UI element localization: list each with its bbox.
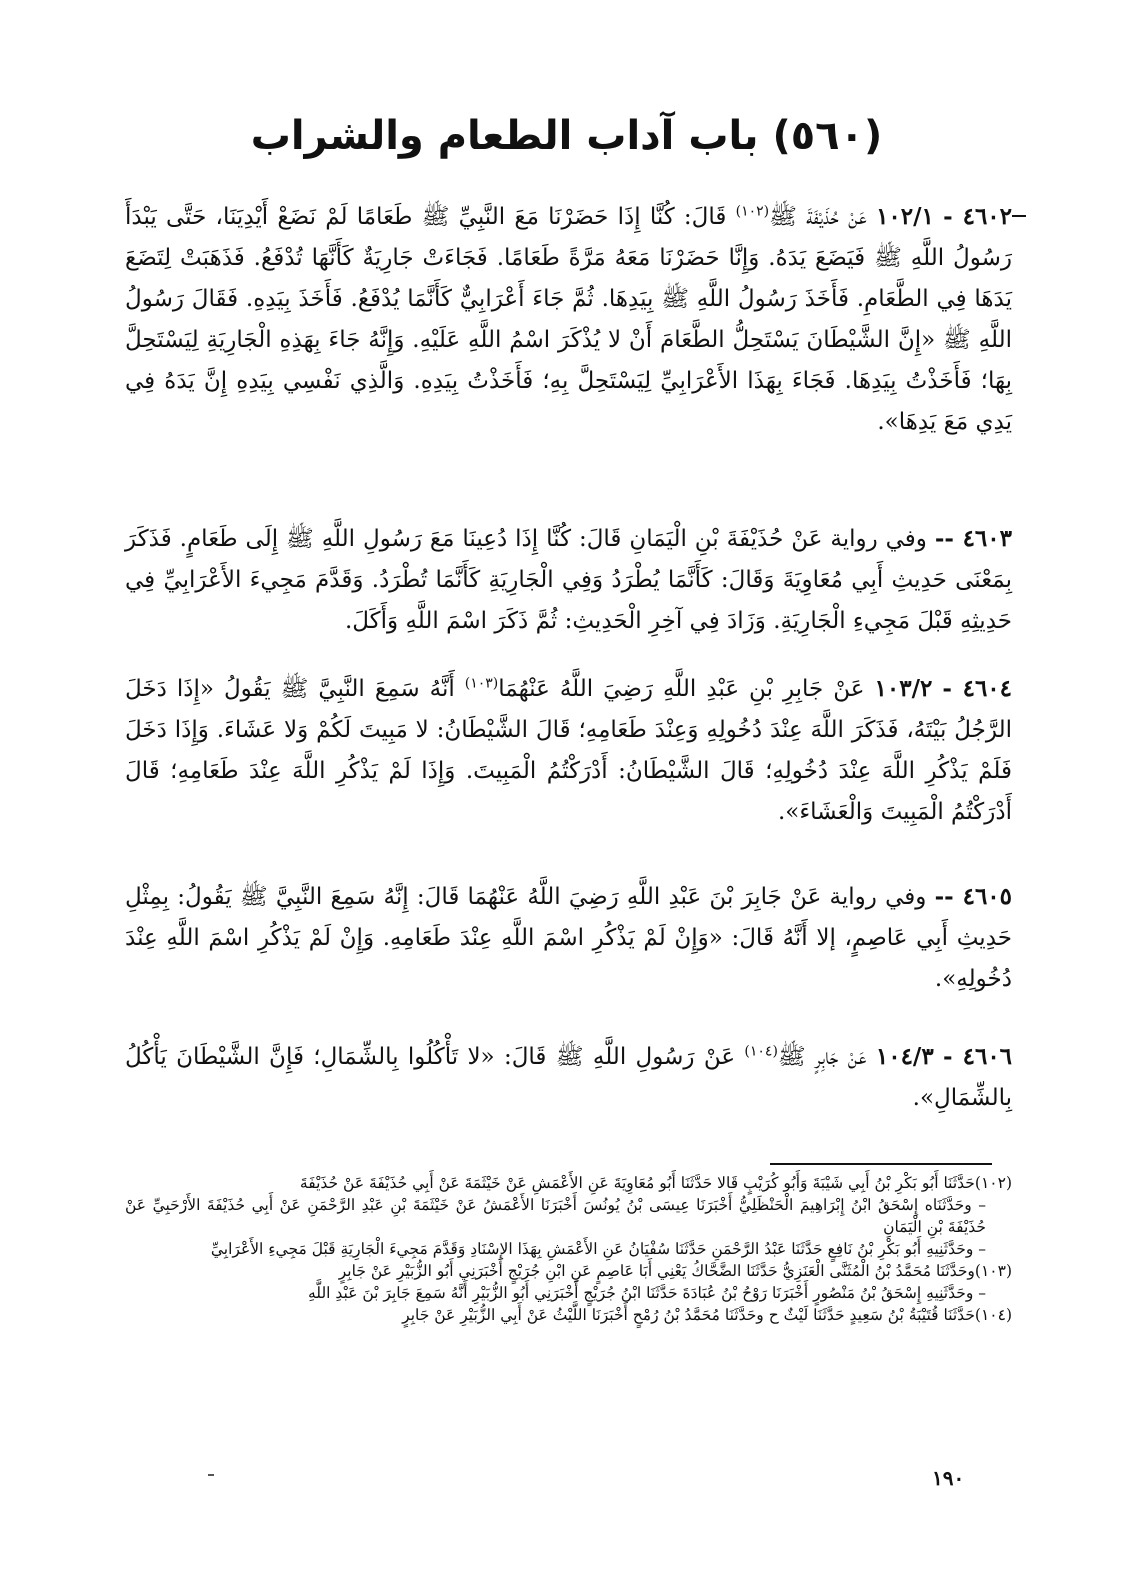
hadith-4604: [125, 668, 1012, 833]
hadith-text-cont: أَنَّهُ سَمِعَ النَّبِيَّ ﷺ يَقُولُ «إِذَا دَخَلَ الرَّجُلُ بَيْتَهُ، فَذَكَرَ اللَّهَ عِنْدَ دُخُولِهِ وَعِنْدَ طَعَامِهِ؛ قَالَ الشَّيْطَانُ: لا مَبِيتَ لَكُمْ وَلا عَشَاءَ. وَإِذَا دَخَلَ فَلَمْ يَذْكُرِ اللَّهَ عِنْدَ دُخُولِهِ؛ قَالَ الشَّيْطَانُ: أَدْرَكْتُمُ الْمَبِيتَ. وَإِذَا لَمْ يَذْكُرِ اللَّهَ عِنْدَ طَعَامِهِ؛ قَالَ أَدْرَكْتُمُ الْمَبِيتَ وَالْعَشَاءَ».: [125, 676, 1012, 825]
hadith-4606: [125, 1036, 1012, 1119]
hadith-number: ٤٦٠٣ --: [934, 525, 1012, 552]
footnote-marker: (١٠٣): [464, 675, 499, 692]
footnote-102-variant: – وحَدَّثَنَاه إِسْحَقُ ابْنُ إِبْرَاهِيمَ الْحَنْظَلِيُّ أَخْبَرَنَا عِيسَى بْنُ يُونُسَ أَخْبَرَنَا الأَعْمَشُ عَنْ خَيْثَمَةَ بْنِ عَبْدِ الرَّحْمَنِ عَنْ أَبِي حُذَيْفَةَ الأَرْحَبِيِّ عَنْ حُذَيْفَةَ بْنِ الْيَمَانِ: [125, 1196, 986, 1236]
hadith-text: عَنْ جَابِرِ بْنِ عَبْدِ اللَّهِ رَضِيَ اللَّهُ عَنْهُمَا: [498, 676, 865, 702]
hadith-ref: ١٠٤/٣: [875, 1043, 934, 1070]
hadith-text: وفي رواية عَنْ حُذَيْفَةَ بْنِ الْيَمَانِ قَالَ: كُنَّا إِذَا دُعِينَا مَعَ رَسُولِ اللَّهِ ﷺ إِلَى طَعَامٍ. فَذَكَرَ بِمَعْنَى حَدِيثِ أَبِي مُعَاوِيَةَ وَقَالَ: كَأَنَّمَا يُطْرَدُ وَفِي الْجَارِيَةِ كَأَنَّمَا تُطْرَدُ. وَقَدَّمَ مَجِيءَ الأَعْرَابِيِّ فِي حَدِيثِهِ قَبْلَ مَجِيءِ الْجَارِيَةِ. وَزَادَ فِي آخِرِ الْحَدِيثِ: ثُمَّ ذَكَرَ اسْمَ اللَّهِ وَأَكَلَ.: [125, 526, 1012, 634]
hadith-text: عَنْ جَابِرٍ ﷺ: [777, 1044, 867, 1070]
hadith-number: ٤٦٠٥ --: [934, 883, 1013, 910]
chapter-title: (٥٦٠) باب آداب الطعام والشراب: [250, 113, 883, 159]
hadith-text-cont: عَنْ رَسُولِ اللَّهِ ﷺ قَالَ: «لا تَأْكُلُوا بِالشِّمَالِ؛ فَإِنَّ الشَّيْطَانَ يَأْكُلُ بِالشِّمَالِ».: [125, 1044, 1012, 1111]
page-number: ١٩٠: [932, 1466, 965, 1490]
footnote-102: (١٠٢)حَدَّثَنَا أَبُو بَكْرِ بْنُ أَبِي شَيْبَةَ وَأَبُو كُرَيْبٍ قَالا حَدَّثَنَا أَبُو مُعَاوِيَةَ عَنِ الأَعْمَشِ عَنْ خَيْثَمَةَ عَنْ أَبِي حُذَيْفَةَ عَنْ حُذَيْفَةَ: [299, 1174, 1012, 1192]
hadith-ref: ١٠٢/١: [876, 203, 934, 230]
hadith-4602: [125, 196, 1012, 443]
hadith-text: وفي رواية عَنْ جَابِرَ بْنَ عَبْدِ اللَّهِ رَضِيَ اللَّهُ عَنْهُمَا قَالَ: إِنَّهُ سَمِعَ النَّبِيَّ ﷺ يَقُولُ: بِمِثْلِ حَدِيثِ أَبِي عَاصِمٍ، إلا أَنَّهُ قَالَ: «وَإِنْ لَمْ يَذْكُرِ اسْمَ اللَّهِ عِنْدَ طَعَامِهِ. وَإِنْ لَمْ يَذْكُرِ اسْمَ اللَّهِ عِنْدَ دُخُولِهِ».: [125, 884, 1012, 992]
footnote-rule: [770, 1163, 992, 1165]
footnotes: [125, 1172, 1012, 1326]
footnote-103-variant: – وحَدَّثَنِيهِ إِسْحَقُ بْنُ مَنْصُورٍ أَخْبَرَنَا رَوْحُ بْنُ عُبَادَةَ حَدَّثَنَا ابْنُ جُرَيْجٍ أَخْبَرَنِي أَبُو الزُّبَيْرِ أَنَّهُ سَمِعَ جَابِرَ بْنَ عَبْدِ اللَّهِ: [308, 1284, 986, 1302]
footnote-marker: (١٠٤): [744, 1043, 778, 1060]
hadith-text: عَنْ حُذَيْفَةَ ﷺ: [769, 204, 867, 230]
scan-mark: [208, 1474, 214, 1476]
hadith-text-cont: قَالَ: كُنَّا إِذَا حَضَرْنَا مَعَ النَّبِيِّ ﷺ طَعَامًا لَمْ نَضَعْ أَيْدِيَنَا، حَتَّى يَبْدَأَ رَسُولُ اللَّهِ ﷺ فَيَضَعَ يَدَهُ. وَإِنَّا حَضَرْنَا مَعَهُ مَرَّةً طَعَامًا. فَجَاءَتْ جَارِيَةٌ كَأَنَّهَا تُدْفَعُ. فَذَهَبَتْ لِتَضَعَ يَدَهَا فِي الطَّعَامِ. فَأَخَذَ رَسُولُ اللَّهِ ﷺ بِيَدِهَا. ثُمَّ جَاءَ أَعْرَابِيٌّ كَأَنَّمَا يُدْفَعُ. فَأَخَذَ بِيَدِهِ. فَقَالَ رَسُولُ اللَّهِ ﷺ «إِنَّ الشَّيْطَانَ يَسْتَحِلُّ الطَّعَامَ أَنْ لا يُذْكَرَ اسْمُ اللَّهِ عَلَيْهِ. وَإِنَّهُ جَاءَ بِهَذِهِ الْجَارِيَةِ لِيَسْتَحِلَّ بِهَا؛ فَأَخَذْتُ بِيَدِهَا. فَجَاءَ بِهَذَا الأَعْرَابِيِّ لِيَسْتَحِلَّ بِهِ؛ فَأَخَذْتُ بِيَدِهِ. وَالَّذِي نَفْسِي بِيَدِهِ إِنَّ يَدَهُ فِي يَدِي مَعَ يَدِهَا».: [125, 204, 1012, 435]
hadith-number: ٤٦٠٤ -: [942, 675, 1013, 702]
footnote-102-variant: – وحَدَّثَنِيهِ أَبُو بَكْرِ بْنُ نَافِعٍ حَدَّثَنَا عَبْدُ الرَّحْمَنِ حَدَّثَنَا سُفْيَانُ عَنِ الأَعْمَشِ بِهَذَا الإِسْنَادِ وَقَدَّمَ مَجِيءَ الْجَارِيَةِ قَبْلَ مَجِيءِ الأَعْرَابِيِّ: [210, 1240, 986, 1258]
footnote-marker: (١٠٢): [735, 203, 770, 220]
hadith-number: ٤٦٠٦ -: [943, 1043, 1013, 1070]
hadith-4603: [125, 518, 1012, 642]
hadith-number: ٤٦٠٢ -: [943, 203, 1013, 230]
hadith-4605: [125, 876, 1012, 1000]
margin-dash: [1012, 215, 1026, 217]
hadith-ref: ١٠٣/٢: [874, 675, 933, 702]
footnote-104: (١٠٤)حَدَّثَنَا قُتَيْبَةُ بْنُ سَعِيدٍ حَدَّثَنَا لَيْثٌ ح وحَدَّثَنَا مُحَمَّدُ بْنُ رُمْحٍ أَخْبَرَنَا اللَّيْثُ عَنْ أَبِي الزُّبَيْرِ عَنْ جَابِرٍ: [402, 1306, 1012, 1324]
footnote-103: (١٠٣)وحَدَّثَنَا مُحَمَّدُ بْنُ الْمُثَنَّى الْعَنَزِيُّ حَدَّثَنَا الضَّحَّاكُ يَعْنِي أَبَا عَاصِمٍ عَنِ ابْنِ جُرَيْجٍ أَخْبَرَنِي أَبُو الزُّبَيْرِ عَنْ جَابِرٍ: [338, 1262, 1012, 1280]
